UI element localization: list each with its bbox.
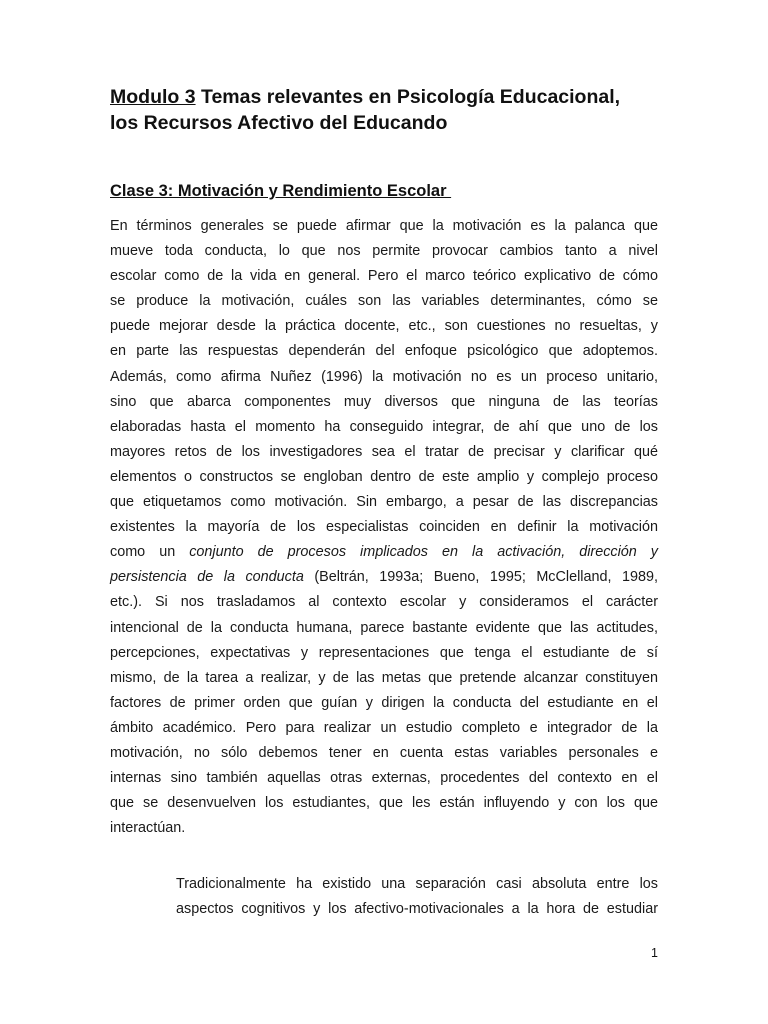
paragraph-line: mayores retos de los investigadores sea el tratar de precisar y clarificar qué [110, 443, 658, 460]
paragraph-line: que se desenvuelven los estudiantes, que les están influyendo y con los que [110, 795, 658, 812]
paragraph-line: ámbito académico. Pero para realizar un estudio completo e integrador de la [110, 719, 658, 736]
paragraph-line: Además, como afirma Nuñez (1996) la motivación no es un proceso unitario, [110, 368, 658, 385]
paragraph-line: mismo, de la tarea a realizar, y de las metas que pretende alcanzar constituyen [110, 669, 658, 686]
paragraph-line: Tradicionalmente ha existido una separación casi absoluta entre los [176, 876, 658, 893]
paragraph-line: elementos o constructos se engloban dentro de este amplio y complejo proceso [110, 468, 658, 485]
paragraph-line: en parte las respuestas dependerán del enfoque psicológico que adoptemos. [110, 343, 658, 360]
paragraph-line: se produce la motivación, cuáles son las variables determinantes, cómo se [110, 293, 658, 310]
paragraph-line-mixed [110, 540, 658, 565]
title-line1-rest: Temas relevantes en Psicología Educacional, [195, 86, 621, 108]
document-title [110, 84, 670, 136]
paragraph-line: aspectos cognitivos y los afectivo-motivacionales a la hora de estudiar [176, 901, 658, 918]
paragraph-line: internas sino también aquellas otras externas, procedentes del contexto en el [110, 770, 658, 787]
italic-definition: persistencia de la conducta [110, 569, 304, 586]
paragraph-line: percepciones, expectativas y representaciones que tenga el estudiante de sí [110, 644, 658, 661]
paragraph-line: intencional de la conducta humana, parece bastante evidente que las actitudes, [110, 619, 658, 636]
paragraph-line: escolar como de la vida en general. Pero el marco teórico explicativo de cómo [110, 268, 658, 285]
paragraph-line: elaboradas hasta el momento ha conseguido integrar, de ahí que uno de los [110, 418, 658, 435]
section-heading: Clase 3: Motivación y Rendimiento Escolar [110, 182, 452, 200]
paragraph-line: puede mejorar desde la práctica docente, etc., son cuestiones no resueltas, y [110, 318, 658, 335]
paragraph-gap [110, 841, 658, 872]
paragraph-line: interactúan. [110, 820, 186, 837]
body-text [110, 214, 658, 923]
line-text: como un [110, 544, 190, 561]
italic-definition: conjunto de procesos implicados en la activación, dirección y [189, 544, 658, 561]
paragraph-line: En términos generales se puede afirmar que la motivación es la palanca que [110, 218, 658, 234]
citation-text: (Beltrán, 1993a; Bueno, 1995; McClelland, 1989, [303, 569, 658, 586]
module-label: Modulo 3 [110, 86, 196, 108]
paragraph-line: motivación, no sólo debemos tener en cuenta estas variables personales e [110, 744, 658, 761]
page-number: 1 [651, 946, 658, 960]
paragraph-line: sino que abarca componentes muy diversos que ninguna de las teorías [110, 393, 658, 410]
paragraph-line: que etiquetamos como motivación. Sin embargo, a pesar de las discrepancias [110, 494, 658, 511]
paragraph-line: mueve toda conducta, lo que nos permite provocar cambios tanto a nivel [110, 243, 658, 260]
paragraph-line: factores de primer orden que guían y dirigen la conducta del estudiante en el [110, 694, 658, 711]
title-line2: los Recursos Afectivo del Educando [110, 112, 448, 134]
paragraph-line: existentes la mayoría de los especialistas coinciden en definir la motivación [110, 519, 658, 536]
paragraph-line: etc.). Si nos trasladamos al contexto escolar y consideramos el carácter [110, 594, 658, 611]
paragraph-line-mixed [110, 565, 658, 590]
